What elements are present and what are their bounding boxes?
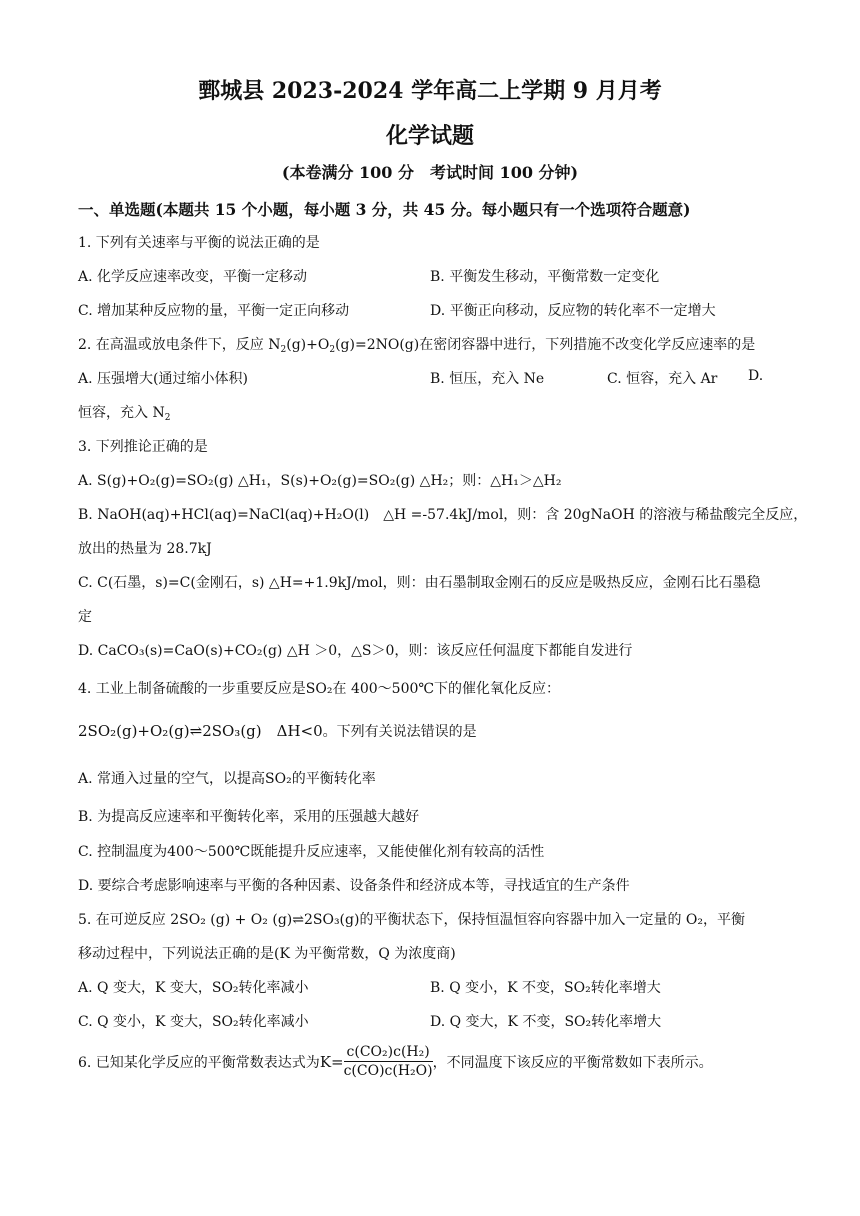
section-heading: 一、单选题(本题共 15 个小题，每小题 3 分，共 45 分。每小题只有一个选项符合题意) bbox=[78, 200, 691, 219]
subject-title: 化学试题 bbox=[385, 123, 474, 149]
q6-numerator: c(CO₂)c(H₂) bbox=[344, 1044, 433, 1062]
q2-option-a: A. 压强增大(通过缩小体积) bbox=[78, 371, 248, 387]
q1-option-c: C. 增加某种反应物的量，平衡一定正向移动 bbox=[78, 303, 350, 319]
q5-option-d: D. Q 变大，K 不变，SO₂转化率增大 bbox=[430, 1014, 662, 1030]
q6-k-fraction bbox=[344, 1044, 433, 1079]
q3-option-c-line2: 定 bbox=[78, 609, 92, 625]
q3-option-b-line2: 放出的热量为 28.7kJ bbox=[78, 541, 212, 557]
q5-stem-line1: 5. 在可逆反应 2SO₂ (g) + O₂ (g)⇌2SO₃(g)的平衡状态下，保持恒温恒容向容器中加入一定量的 O₂，平衡 bbox=[78, 912, 745, 928]
q2-option-d-label: D. bbox=[748, 368, 764, 384]
q3-option-d: D. CaCO₃(s)=CaO(s)+CO₂(g) △H ＞0，△S＞0，则：该反应任何温度下都能自发进行 bbox=[78, 643, 633, 659]
exam-note: (本卷满分 100 分 考试时间 100 分钟) bbox=[281, 163, 579, 182]
q1-option-d: D. 平衡正向移动，反应物的转化率不一定增大 bbox=[430, 303, 716, 319]
q4-option-b: B. 为提高反应速率和平衡转化率，采用的压强越大越好 bbox=[78, 809, 420, 825]
q2-option-b: B. 恒压，充入 Ne bbox=[430, 371, 545, 387]
q5-stem-line2: 移动过程中，下列说法正确的是(K 为平衡常数，Q 为浓度商) bbox=[78, 946, 456, 962]
q5-option-c: C. Q 变小，K 变大，SO₂转化率减小 bbox=[78, 1014, 309, 1030]
q4-option-a: A. 常通入过量的空气，以提高SO₂的平衡转化率 bbox=[78, 771, 376, 787]
q4-option-d: D. 要综合考虑影响速率与平衡的各种因素、设备条件和经济成本等，寻找适宜的生产条件 bbox=[78, 878, 630, 894]
q3-stem: 3. 下列推论正确的是 bbox=[78, 439, 208, 455]
q5-option-b: B. Q 变小，K 不变，SO₂转化率增大 bbox=[430, 980, 661, 996]
q6-denominator: c(CO)c(H₂O) bbox=[343, 1063, 433, 1079]
q4-stem: 4. 工业上制备硫酸的一步重要反应是SO₂在 400～500℃下的催化氧化反应： bbox=[78, 681, 561, 697]
q2-stem: 2. 在高温或放电条件下，反应 $N_2(g)+O_2(g)=2NO(g)$在密闭容器中进行，下列措施不改变化学反应速率的是 bbox=[78, 337, 756, 355]
q1-option-a: A. 化学反应速率改变，平衡一定移动 bbox=[78, 269, 308, 285]
q1-stem: 1. 下列有关速率与平衡的说法正确的是 bbox=[78, 235, 320, 251]
q3-option-b-line1: B. NaOH(aq)+HCl(aq)=NaCl(aq)+H₂O(l) △H =-57.4kJ/mol，则：含 20gNaOH 的溶液与稀盐酸完全反应， bbox=[78, 507, 808, 523]
q6-k-label: K= bbox=[319, 1052, 344, 1071]
q4-equation-line: 2SO₂(g)+O₂(g)⇌2SO₃(g) ΔH<0。下列有关说法错误的是 bbox=[78, 722, 477, 740]
q3-option-a: A. S(g)+O₂(g)=SO₂(g) △H₁，S(s)+O₂(g)=SO₂(g) △H₂；则：△H₁＞△H₂ bbox=[78, 473, 562, 489]
q1-option-b: B. 平衡发生移动，平衡常数一定变化 bbox=[430, 269, 660, 285]
q6-stem: 6. 已知某化学反应的平衡常数表达式为 K= $\frac{\text{c(CO₂)c(H₂)}}{\text{c(CO)c(H₂O)}}$ ，不同温度下该反应的平衡常数如下表所示。 bbox=[78, 1044, 713, 1079]
exam-title: 鄄城县 2023-2024 学年高二上学期 9 月月考 bbox=[198, 78, 662, 104]
q2-option-c: C. 恒容，充入 Ar bbox=[607, 371, 718, 387]
q2-option-d-text: 恒容，充入 $N_2$ bbox=[78, 405, 171, 423]
q5-option-a: A. Q 变大，K 变大，SO₂转化率减小 bbox=[78, 980, 309, 996]
q3-option-c-line1: C. C(石墨，s)=C(金刚石，s) △H=+1.9kJ/mol，则：由石墨制取金刚石的反应是吸热反应，金刚石比石墨稳 bbox=[78, 575, 761, 591]
q4-option-c: C. 控制温度为400～500℃既能提升反应速率，又能使催化剂有较高的活性 bbox=[78, 844, 545, 860]
q4-equation: 2SO₂(g)+O₂(g)⇌2SO₃(g) ΔH<0 bbox=[78, 722, 323, 740]
